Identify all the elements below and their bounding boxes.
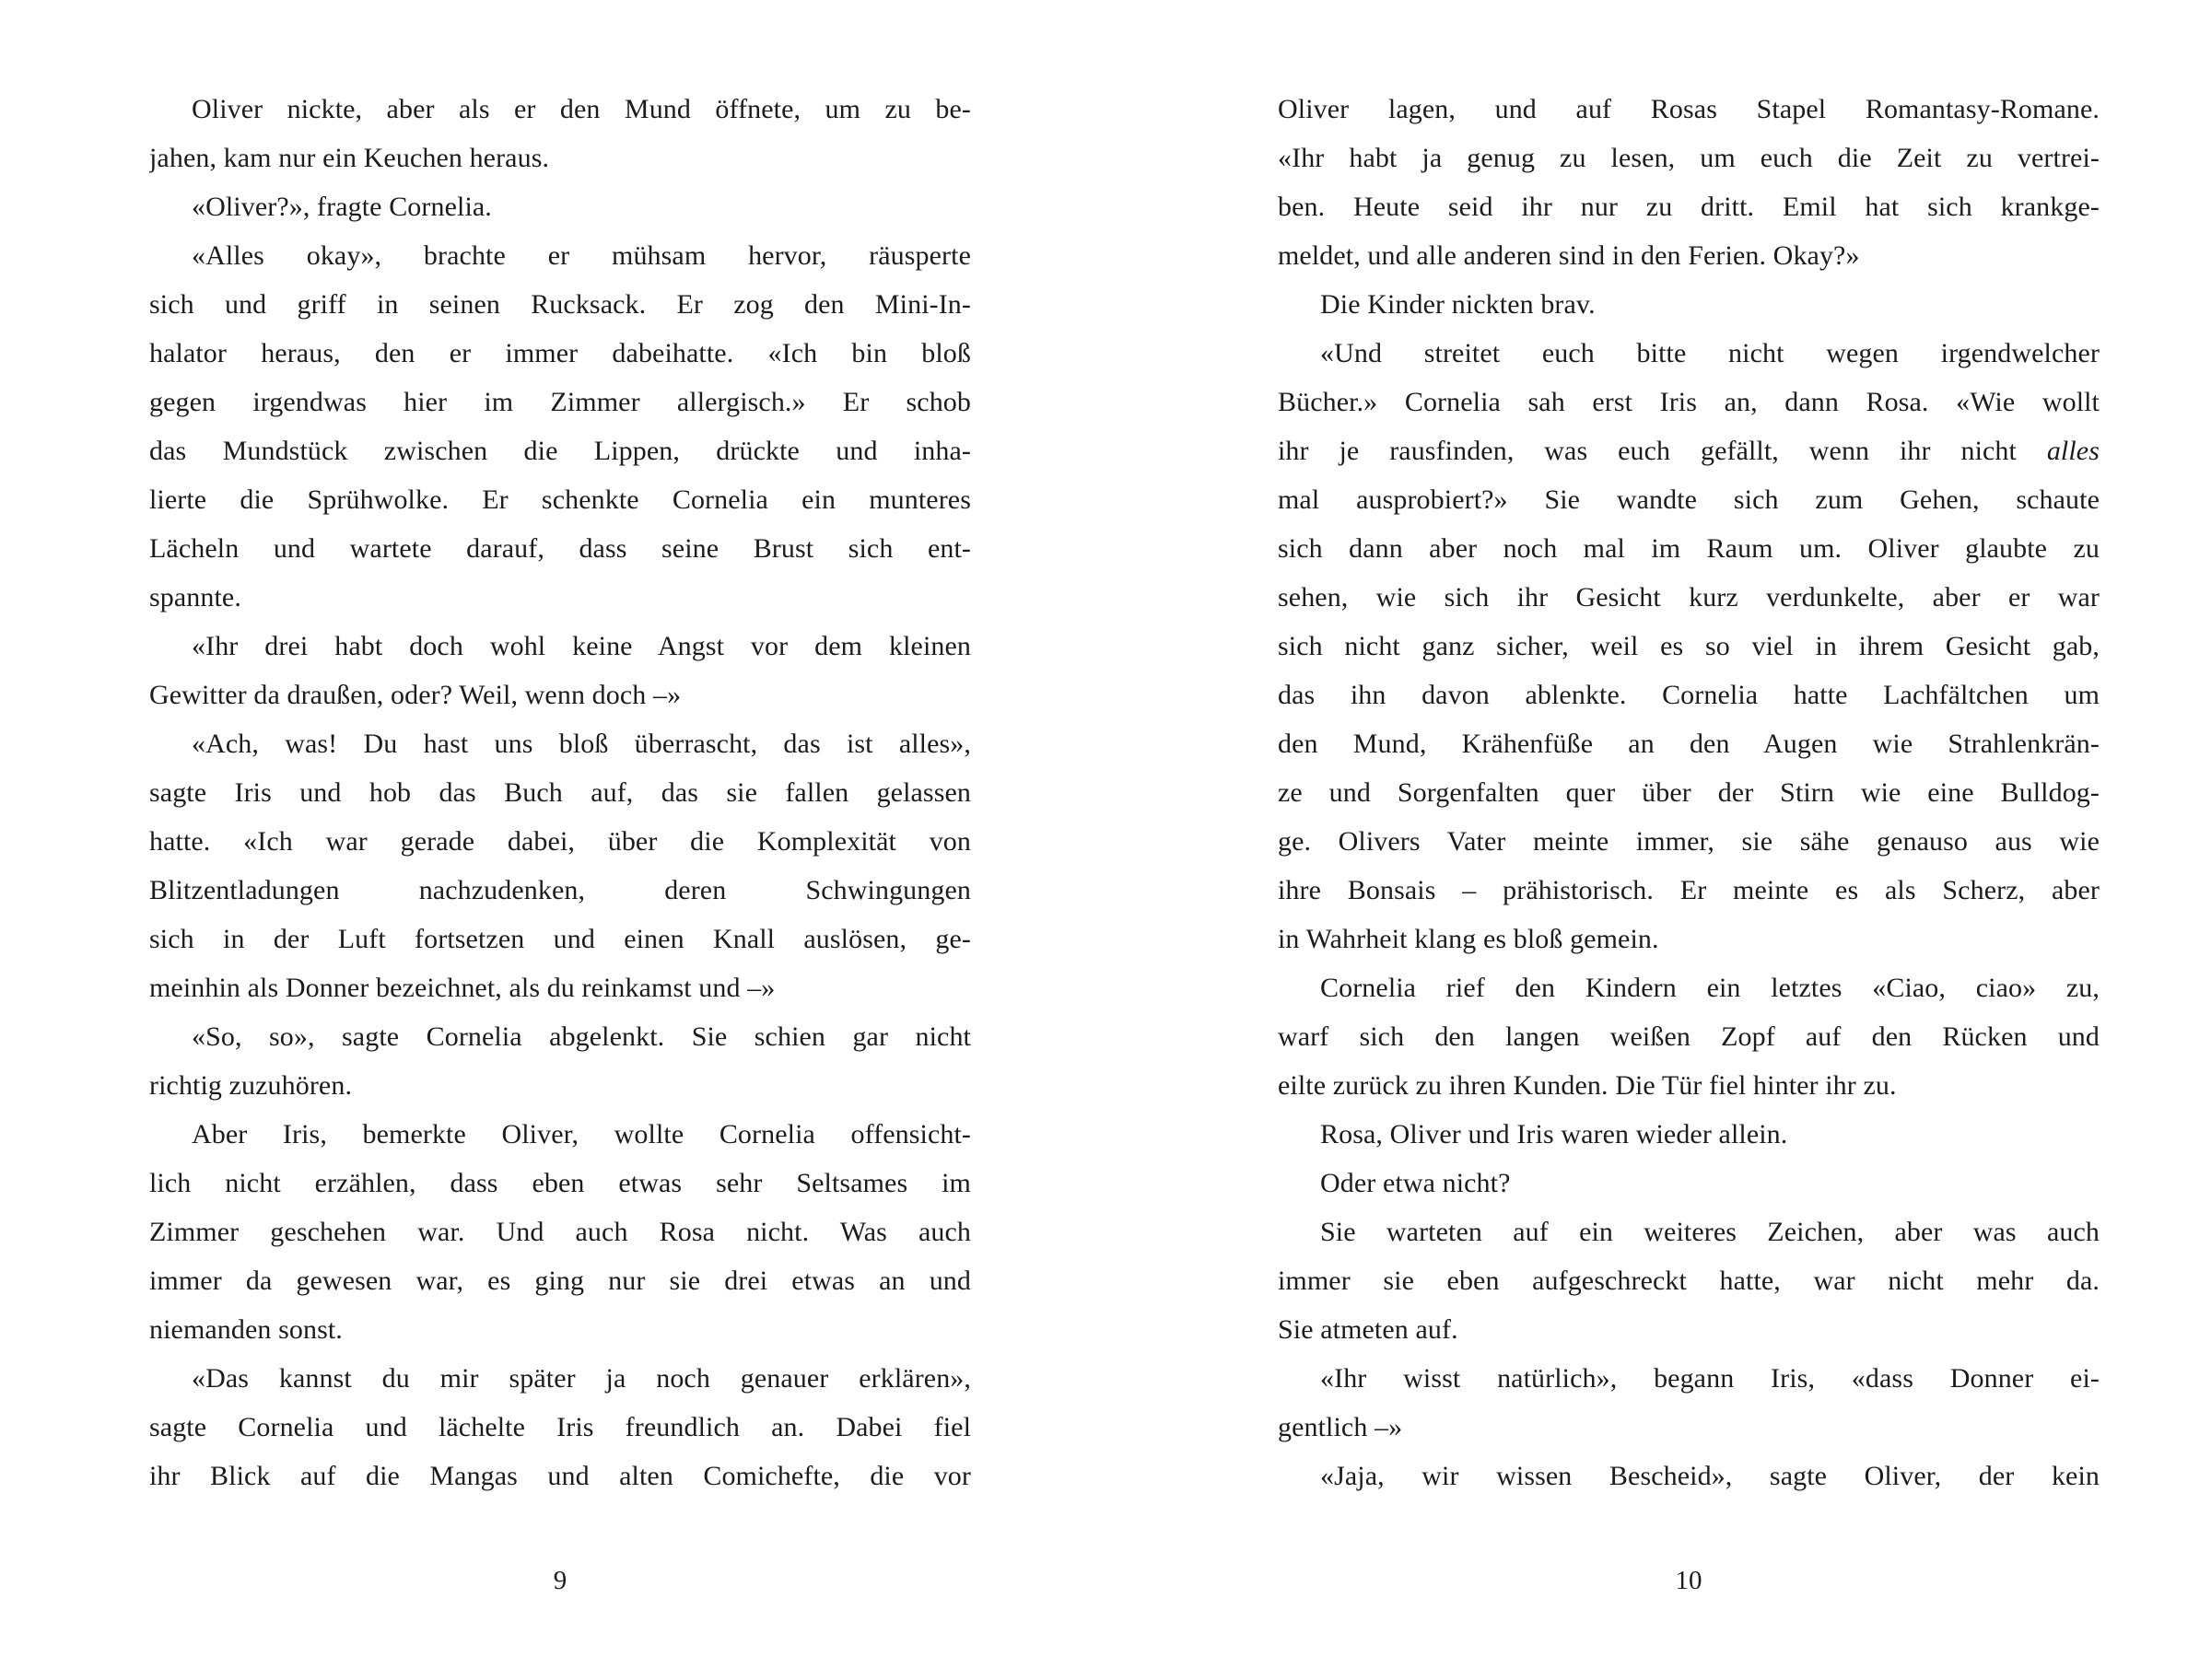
text-line bbox=[149, 1256, 971, 1305]
text-line bbox=[1278, 915, 2100, 963]
text-segment: sagte Cornelia und lächelte Iris freundlich an. Dabei fiel bbox=[149, 1412, 971, 1442]
text-segment: «So, so», sagte Cornelia abgelenkt. Sie schien gar nicht bbox=[192, 1021, 971, 1052]
text-segment: ze und Sorgenfalten quer über der Stirn wie eine Bulldog- bbox=[1278, 777, 2100, 808]
text-line bbox=[149, 1159, 971, 1208]
text-segment: sagte Iris und hob das Buch auf, das sie fallen gelassen bbox=[149, 777, 971, 808]
text-line bbox=[149, 329, 971, 378]
text-line bbox=[149, 866, 971, 915]
text-line bbox=[149, 719, 971, 768]
text-segment: jahen, kam nur ein Keuchen heraus. bbox=[149, 143, 550, 173]
text-line bbox=[1278, 573, 2100, 622]
text-segment: meinhin als Donner bezeichnet, als du reinkamst und –» bbox=[149, 973, 776, 1003]
text-line bbox=[1278, 475, 2100, 524]
text-line bbox=[149, 1208, 971, 1256]
text-segment: sich dann aber noch mal im Raum um. Oliver glaubte zu bbox=[1278, 533, 2100, 564]
text-line bbox=[1278, 622, 2100, 671]
text-line bbox=[1278, 85, 2100, 134]
text-line bbox=[149, 280, 971, 329]
text-line bbox=[149, 1061, 971, 1110]
text-segment: warf sich den langen weißen Zopf auf den Rücken und bbox=[1278, 1021, 2100, 1052]
text-segment: Oliver nickte, aber als er den Mund öffnete, um zu be- bbox=[192, 94, 971, 124]
text-line bbox=[149, 1110, 971, 1159]
text-line bbox=[1278, 671, 2100, 719]
text-segment: das ihn davon ablenkte. Cornelia hatte Lachfältchen um bbox=[1278, 680, 2100, 710]
text-line bbox=[149, 475, 971, 524]
text-segment: Die Kinder nickten brav. bbox=[1320, 289, 1596, 320]
text-segment: mal ausprobiert?» Sie wandte sich zum Gehen, schaute bbox=[1278, 484, 2100, 515]
text-line bbox=[149, 915, 971, 963]
page-right-text bbox=[1278, 85, 2100, 1500]
text-line bbox=[1278, 1256, 2100, 1305]
text-line bbox=[149, 1452, 971, 1500]
text-segment: «Jaja, wir wissen Bescheid», sagte Oliver, der kein bbox=[1320, 1461, 2100, 1491]
text-segment: in Wahrheit klang es bloß gemein. bbox=[1278, 924, 1659, 954]
text-line bbox=[1278, 1452, 2100, 1500]
text-line bbox=[1278, 817, 2100, 866]
text-line bbox=[1278, 963, 2100, 1012]
text-line bbox=[149, 768, 971, 817]
page-number-right: 10 bbox=[1675, 1566, 1702, 1595]
text-segment: ben. Heute seid ihr nur zu dritt. Emil hat sich krankge- bbox=[1278, 192, 2100, 222]
text-segment: «Und streitet euch bitte nicht wegen irgendwelcher bbox=[1320, 338, 2100, 368]
text-segment: das Mundstück zwischen die Lippen, drückte und inha- bbox=[149, 436, 971, 466]
text-line bbox=[1278, 1208, 2100, 1256]
text-segment: «Ach, was! Du hast uns bloß überrascht, das ist alles», bbox=[192, 729, 971, 759]
text-segment: sich in der Luft fortsetzen und einen Knall auslösen, ge- bbox=[149, 924, 971, 954]
text-segment: hatte. «Ich war gerade dabei, über die Komplexität von bbox=[149, 826, 971, 857]
page-number-left: 9 bbox=[553, 1566, 567, 1595]
text-segment: sich nicht ganz sicher, weil es so viel in ihrem Gesicht gab, bbox=[1278, 631, 2100, 661]
text-segment: ihre Bonsais – prähistorisch. Er meinte es als Scherz, aber bbox=[1278, 875, 2100, 905]
text-line bbox=[1278, 1061, 2100, 1110]
text-segment: lierte die Sprühwolke. Er schenkte Cornelia ein munteres bbox=[149, 484, 971, 515]
text-line bbox=[149, 622, 971, 671]
text-segment: niemanden sonst. bbox=[149, 1314, 343, 1345]
text-line bbox=[149, 182, 971, 231]
text-segment: «Ihr wisst natürlich», begann Iris, «dass Donner ei- bbox=[1320, 1363, 2100, 1394]
text-segment: «Das kannst du mir später ja noch genauer erklären», bbox=[192, 1363, 971, 1394]
text-segment: ihr je rausfinden, was euch gefällt, wenn ihr nicht bbox=[1278, 436, 2047, 466]
text-line bbox=[1278, 378, 2100, 426]
text-line bbox=[149, 378, 971, 426]
text-line bbox=[149, 817, 971, 866]
text-segment-italic: alles bbox=[2046, 436, 2100, 466]
text-segment: Sie atmeten auf. bbox=[1278, 1314, 1458, 1345]
text-segment: sehen, wie sich ihr Gesicht kurz verdunkelte, aber er war bbox=[1278, 582, 2100, 612]
text-segment: ihr Blick auf die Mangas und alten Comichefte, die vor bbox=[149, 1461, 971, 1491]
text-line bbox=[149, 1354, 971, 1403]
text-line bbox=[1278, 524, 2100, 573]
text-line bbox=[149, 963, 971, 1012]
text-segment: sich und griff in seinen Rucksack. Er zog den Mini-In- bbox=[149, 289, 971, 320]
text-segment: Zimmer geschehen war. Und auch Rosa nicht. Was auch bbox=[149, 1217, 971, 1247]
text-segment: den Mund, Krähenfüße an den Augen wie Strahlenkrän- bbox=[1278, 729, 2100, 759]
text-line bbox=[149, 85, 971, 134]
text-line bbox=[149, 573, 971, 622]
page-right bbox=[1106, 0, 2211, 1680]
text-segment: Cornelia rief den Kindern ein letztes «Ciao, ciao» zu, bbox=[1320, 973, 2100, 1003]
text-segment: Oliver lagen, und auf Rosas Stapel Romantasy-Romane. bbox=[1278, 94, 2100, 124]
text-segment: richtig zuzuhören. bbox=[149, 1070, 353, 1101]
text-segment: «Alles okay», brachte er mühsam hervor, räusperte bbox=[192, 240, 971, 271]
text-segment: Rosa, Oliver und Iris waren wieder allein. bbox=[1320, 1119, 1788, 1149]
text-segment: Blitzentladungen nachzudenken, deren Schwingungen bbox=[149, 875, 971, 905]
text-line bbox=[149, 671, 971, 719]
text-segment: Sie warteten auf ein weiteres Zeichen, aber was auch bbox=[1320, 1217, 2100, 1247]
text-line bbox=[1278, 768, 2100, 817]
text-segment: lich nicht erzählen, dass eben etwas sehr Seltsames im bbox=[149, 1168, 971, 1198]
text-segment: «Oliver?», fragte Cornelia. bbox=[192, 192, 492, 222]
text-segment: Aber Iris, bemerkte Oliver, wollte Cornelia offensicht- bbox=[192, 1119, 971, 1149]
text-line bbox=[1278, 134, 2100, 182]
text-segment: halator heraus, den er immer dabeihatte. «Ich bin bloß bbox=[149, 338, 971, 368]
text-line bbox=[1278, 280, 2100, 329]
text-line bbox=[1278, 1159, 2100, 1208]
text-line bbox=[1278, 231, 2100, 280]
text-line bbox=[149, 524, 971, 573]
text-line bbox=[1278, 182, 2100, 231]
text-line bbox=[1278, 1305, 2100, 1354]
text-segment: immer sie eben aufgeschreckt hatte, war nicht mehr da. bbox=[1278, 1266, 2100, 1296]
text-line bbox=[149, 231, 971, 280]
text-line bbox=[149, 134, 971, 182]
text-line bbox=[1278, 1354, 2100, 1403]
text-segment: «Ihr drei habt doch wohl keine Angst vor dem kleinen bbox=[192, 631, 971, 661]
text-segment: gegen irgendwas hier im Zimmer allergisch.» Er schob bbox=[149, 387, 971, 417]
text-line bbox=[1278, 866, 2100, 915]
text-line bbox=[1278, 329, 2100, 378]
text-segment: Oder etwa nicht? bbox=[1320, 1168, 1511, 1198]
text-line bbox=[1278, 426, 2100, 475]
text-segment: gentlich –» bbox=[1278, 1412, 1403, 1442]
text-segment: eilte zurück zu ihren Kunden. Die Tür fiel hinter ihr zu. bbox=[1278, 1070, 1897, 1101]
page-left-text bbox=[149, 85, 971, 1500]
text-line bbox=[149, 1012, 971, 1061]
text-segment: «Ihr habt ja genug zu lesen, um euch die Zeit zu vertrei- bbox=[1278, 143, 2100, 173]
text-line bbox=[1278, 1012, 2100, 1061]
text-segment: ge. Olivers Vater meinte immer, sie sähe genauso aus wie bbox=[1278, 826, 2100, 857]
text-line bbox=[1278, 1403, 2100, 1452]
text-segment: Bücher.» Cornelia sah erst Iris an, dann Rosa. «Wie wollt bbox=[1278, 387, 2100, 417]
text-line bbox=[149, 1305, 971, 1354]
text-segment: immer da gewesen war, es ging nur sie drei etwas an und bbox=[149, 1266, 971, 1296]
text-line bbox=[1278, 719, 2100, 768]
text-segment: Lächeln und wartete darauf, dass seine Brust sich ent- bbox=[149, 533, 971, 564]
text-segment: meldet, und alle anderen sind in den Ferien. Okay?» bbox=[1278, 240, 1860, 271]
text-line bbox=[1278, 1110, 2100, 1159]
text-line bbox=[149, 1403, 971, 1452]
text-segment: Gewitter da draußen, oder? Weil, wenn doch –» bbox=[149, 680, 682, 710]
text-segment: spannte. bbox=[149, 582, 241, 612]
text-line bbox=[149, 426, 971, 475]
